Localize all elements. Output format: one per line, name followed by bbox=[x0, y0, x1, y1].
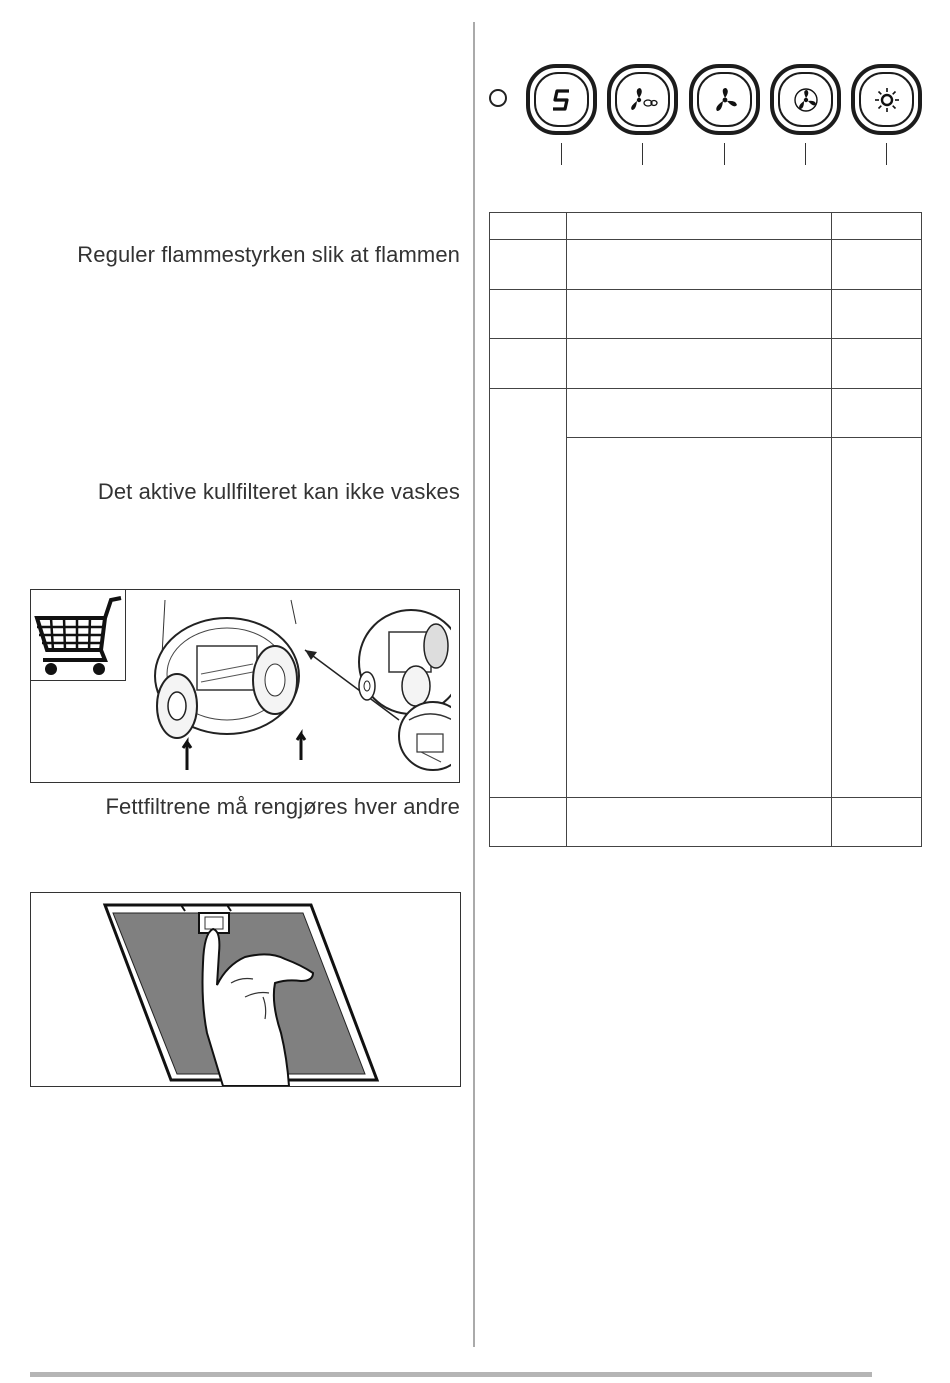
callout-line bbox=[886, 143, 887, 165]
boost-button[interactable] bbox=[526, 64, 597, 135]
table-cell bbox=[832, 798, 922, 847]
table-cell bbox=[490, 290, 567, 339]
table-cell bbox=[490, 389, 567, 798]
table-cell bbox=[832, 290, 922, 339]
table-cell bbox=[832, 213, 922, 240]
table-cell bbox=[567, 213, 832, 240]
table-cell bbox=[567, 240, 832, 290]
text-flame-adjust: Reguler flammestyrken slik at flammen bbox=[77, 242, 460, 267]
table-cell bbox=[567, 438, 832, 798]
table-cell bbox=[567, 290, 832, 339]
footer-bar bbox=[30, 1372, 872, 1377]
table-cell bbox=[567, 339, 832, 389]
table-cell bbox=[490, 240, 567, 290]
callout-line bbox=[642, 143, 643, 165]
fan-medium-button[interactable] bbox=[689, 64, 760, 135]
table-cell bbox=[490, 339, 567, 389]
table-cell bbox=[567, 798, 832, 847]
table-row bbox=[490, 290, 922, 339]
text-grease-filter: Fettfiltrene må rengjøres hver andre bbox=[105, 794, 460, 819]
grease-filter-drawing bbox=[31, 893, 460, 1086]
figure-charcoal-filter-install bbox=[30, 589, 460, 783]
fan-low-icon bbox=[626, 85, 660, 115]
shopping-cart-icon bbox=[31, 590, 125, 680]
table-row bbox=[490, 240, 922, 290]
fan-high-button[interactable] bbox=[770, 64, 841, 135]
fan-medium-icon bbox=[710, 85, 740, 115]
fault-table bbox=[489, 212, 922, 847]
fan-low-button[interactable] bbox=[607, 64, 678, 135]
light-icon bbox=[872, 85, 902, 115]
column-divider bbox=[473, 22, 475, 1347]
callout-line bbox=[724, 143, 725, 165]
table-row bbox=[490, 798, 922, 847]
led-indicator-icon bbox=[489, 89, 507, 107]
callout-line bbox=[805, 143, 806, 165]
light-button[interactable] bbox=[851, 64, 922, 135]
table-row bbox=[490, 339, 922, 389]
table-header-row bbox=[490, 213, 922, 240]
table-cell bbox=[567, 389, 832, 438]
table-cell bbox=[832, 389, 922, 438]
table-cell bbox=[832, 438, 922, 798]
table-cell bbox=[832, 339, 922, 389]
table-cell bbox=[490, 798, 567, 847]
shopping-cart-box bbox=[31, 590, 126, 681]
table-row bbox=[490, 389, 922, 438]
boost-s-icon bbox=[547, 85, 577, 115]
text-charcoal-filter: Det aktive kullfilteret kan ikke vaskes bbox=[97, 479, 460, 504]
table-cell bbox=[832, 240, 922, 290]
table-cell bbox=[490, 213, 567, 240]
figure-grease-filter bbox=[30, 892, 461, 1087]
hood-filter-drawing bbox=[141, 594, 451, 780]
callout-line bbox=[561, 143, 562, 165]
fan-high-icon bbox=[791, 85, 821, 115]
